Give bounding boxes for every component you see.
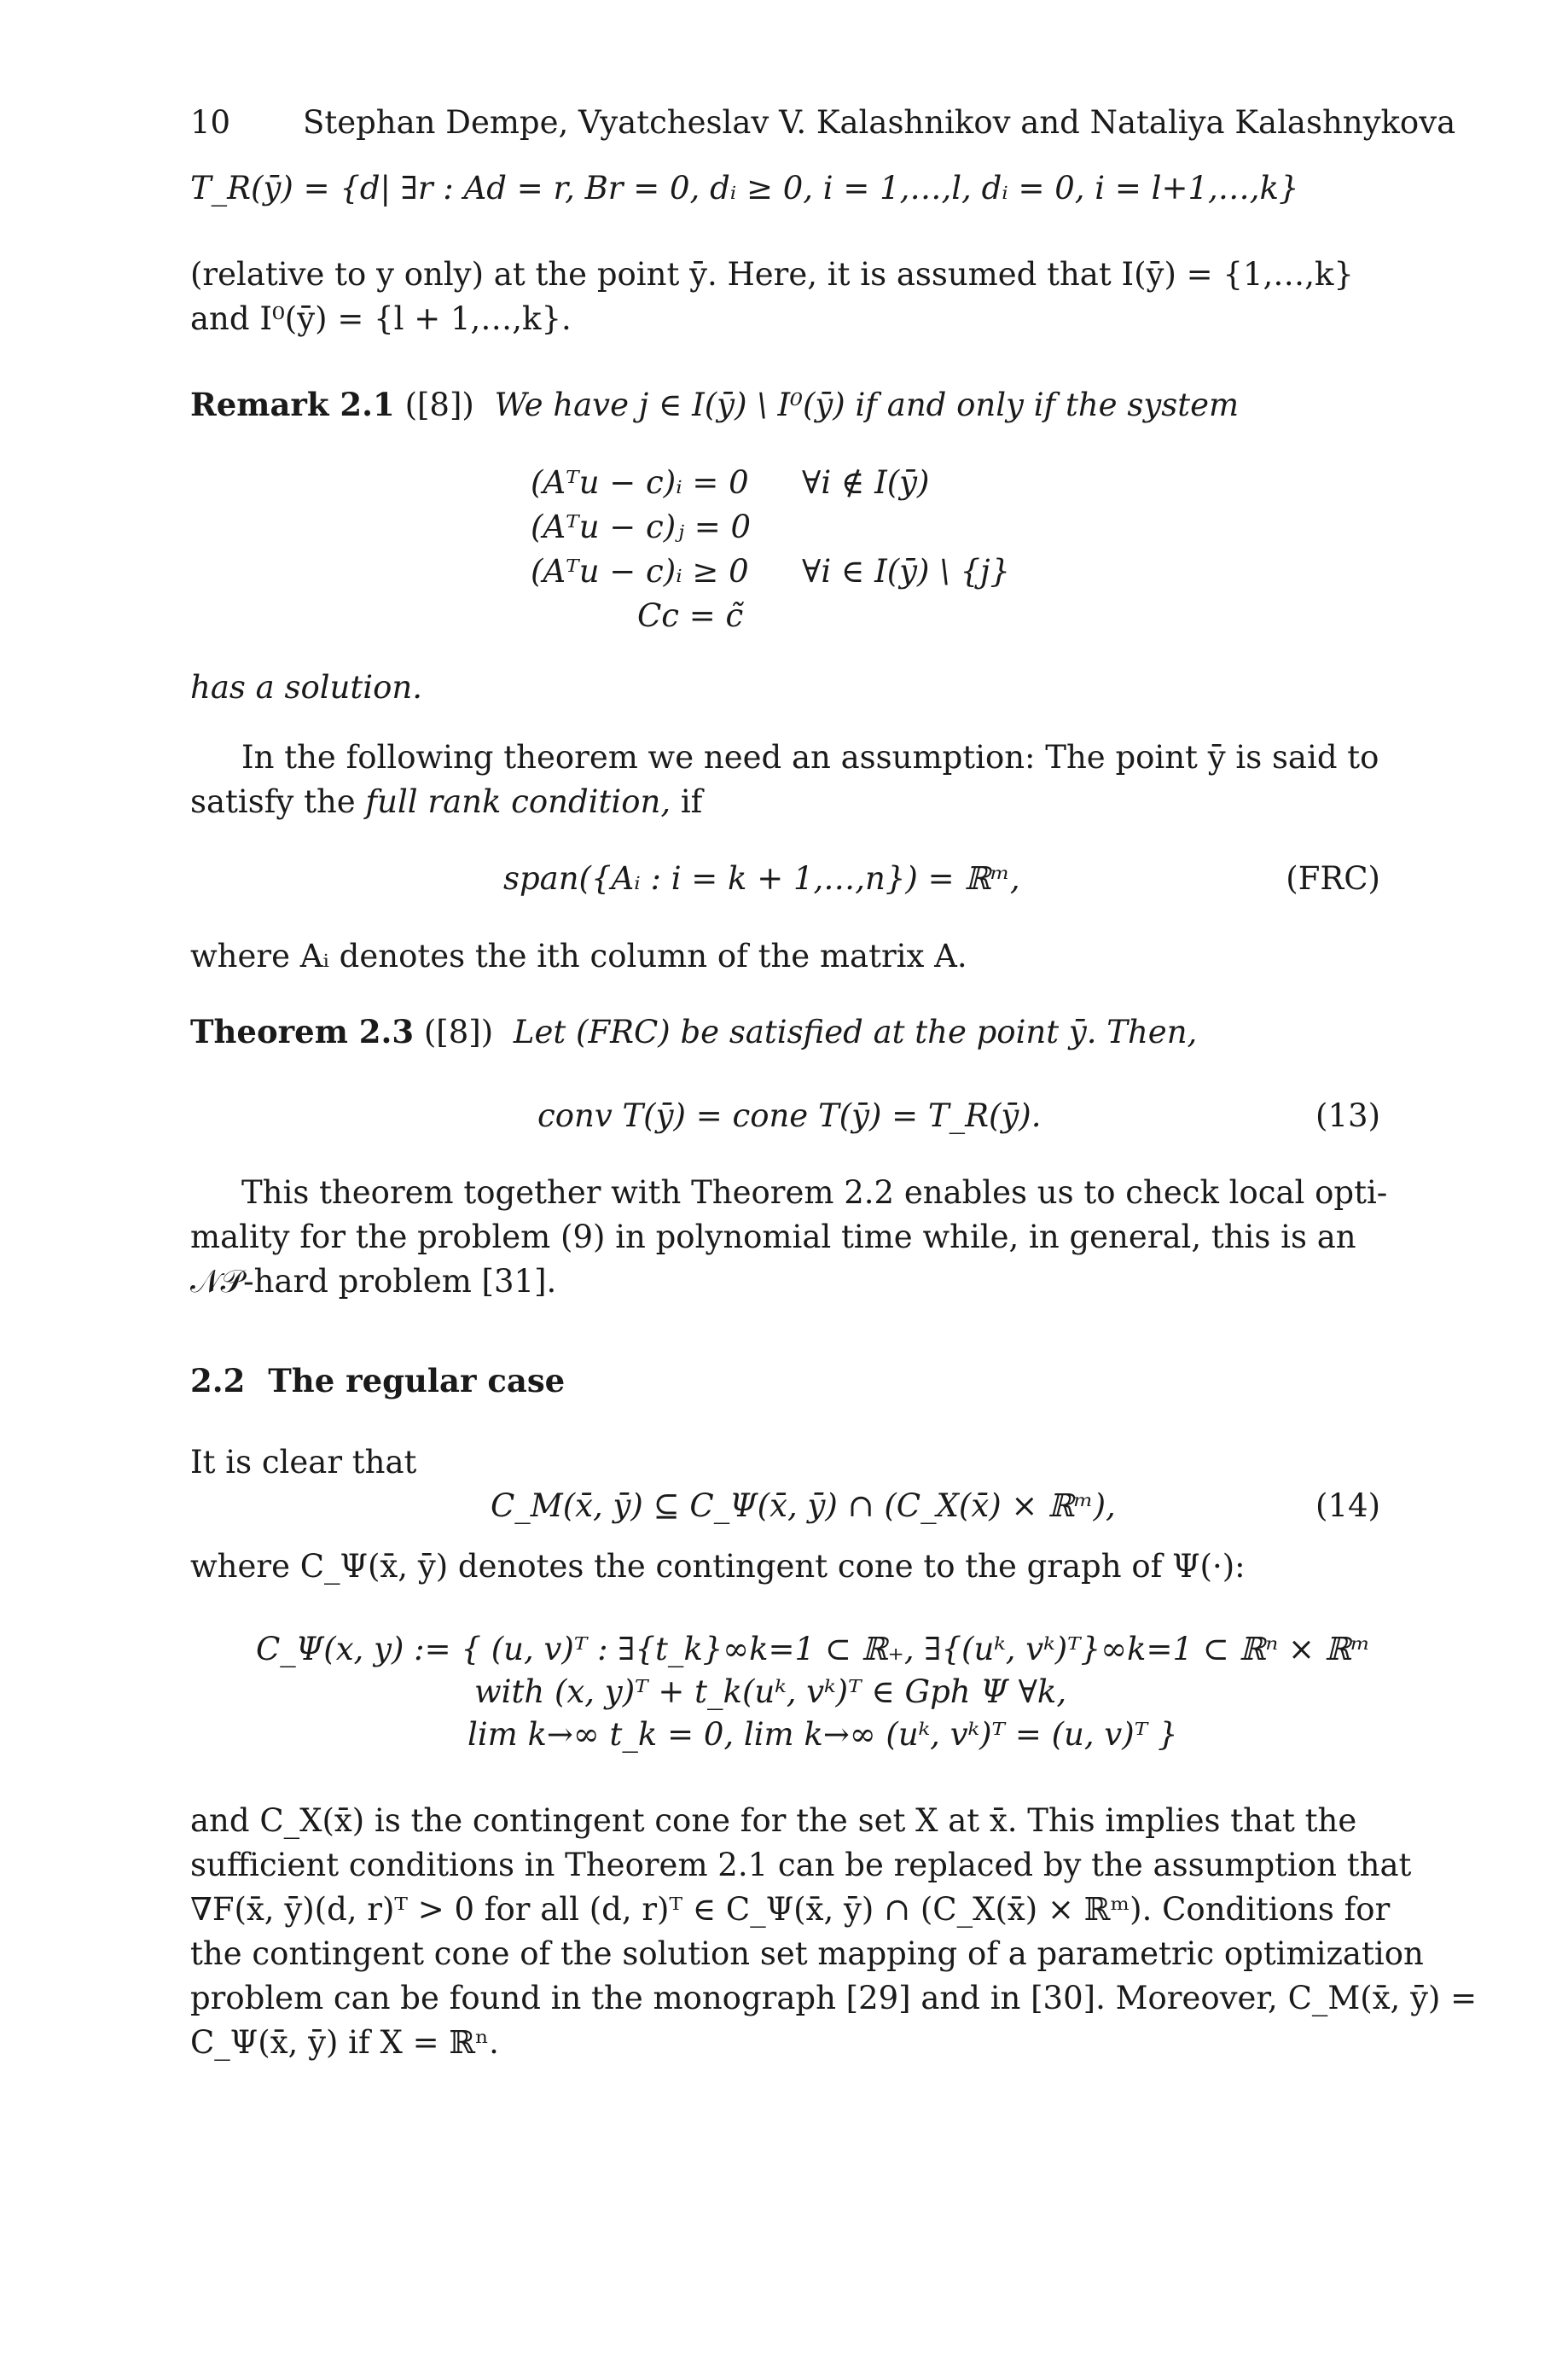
theorem-ref: ([8]) (423, 1014, 494, 1050)
remark-ref: ([8]) (404, 387, 474, 423)
cpsi-line: with (x, y)ᵀ + t_k(uᵏ, vᵏ)ᵀ ∈ Gph Ψ ∀k, (474, 1673, 1067, 1710)
system-lhs: (Aᵀu − c)ᵢ ≥ 0 (531, 553, 749, 590)
system-lhs: Cc = c̃ (637, 597, 744, 634)
theorem-label: Theorem 2.3 (190, 1013, 415, 1050)
system-lhs: (Aᵀu − c)ⱼ = 0 (531, 509, 752, 545)
theorem-2-3 (190, 1009, 1380, 1055)
cpsi-line: lim k→∞ t_k = 0, lim k→∞ (uᵏ, vᵏ)ᵀ = (u, v)ᵀ } (467, 1716, 1178, 1753)
paragraph-conclusion (190, 1799, 1478, 2065)
remark-2-1 (190, 382, 1380, 428)
section-number: 2.2 (190, 1362, 246, 1399)
section-title: The regular case (268, 1362, 566, 1399)
paragraph-line (190, 780, 1380, 824)
equation-13-tag: (13) (1315, 1097, 1380, 1134)
paragraph-line: ∇F(x̄, ȳ)(d, r)ᵀ > 0 for all (d, r)ᵀ ∈ C_Ψ(x̄, ȳ) ∩ (C_X(x̄) × ℝᵐ). Conditions for (190, 1891, 1391, 1928)
paragraph-line: In the following theorem we need an assumption: The point ȳ is said to (241, 739, 1379, 776)
paragraph-line: problem can be found in the monograph [29] and in [30]. Moreover, C_M(x̄, ȳ) = (190, 1980, 1478, 2016)
cpsi-definition (256, 1628, 1370, 1756)
paragraph-line: sufficient conditions in Theorem 2.1 can be replaced by the assumption that (190, 1847, 1412, 1883)
paragraph-relative (190, 253, 1380, 341)
paragraph-theorem-remark (190, 1171, 1388, 1304)
equation-13: conv T(ȳ) = cone T(ȳ) = T_R(ȳ). (537, 1097, 1042, 1134)
paragraph-line: (relative to y only) at the point ȳ. Here, it is assumed that I(ȳ) = {1,…,k} (190, 256, 1354, 293)
paragraph-full-rank (190, 736, 1380, 824)
remark-closing: has a solution. (190, 669, 422, 706)
frc-tag: (FRC) (1286, 860, 1380, 897)
system-lhs: (Aᵀu − c)ᵢ = 0 (531, 464, 749, 501)
section-heading (190, 1362, 565, 1399)
remark-statement: We have j ∈ I(ȳ) \ I⁰(ȳ) if and only if the system (494, 387, 1240, 423)
paragraph-line: and I⁰(ȳ) = {l + 1,…,k}. (190, 300, 572, 337)
running-header (190, 101, 1456, 145)
text-run: if (671, 783, 703, 820)
paragraph-line: C_Ψ(x̄, ȳ) if X = ℝⁿ. (190, 2024, 499, 2061)
paragraph-line: and C_X(x̄) is the contingent cone for the set X at x̄. This implies that the (190, 1802, 1357, 1839)
theorem-statement: Let (FRC) be satisfied at the point ȳ. Then, (513, 1014, 1198, 1050)
tr-formula: T_R(ȳ) = {d| ∃r : Ad = r, Br = 0, dᵢ ≥ 0, i = 1,…,l, dᵢ = 0, i = l+1,…,k} (190, 170, 1299, 207)
equation-14-tag: (14) (1315, 1487, 1380, 1524)
paragraph-line: This theorem together with Theorem 2.2 enables us to check local opti- (241, 1174, 1388, 1211)
emphasis: full rank condition, (365, 783, 671, 820)
running-header-authors: Stephan Dempe, Vyatcheslav V. Kalashnikov and Nataliya Kalashnykova (303, 104, 1456, 141)
paragraph-column: where Aᵢ denotes the ith column of the matrix A. (190, 938, 967, 975)
paragraph-line: the contingent cone of the solution set mapping of a parametric optimization (190, 1935, 1424, 1972)
remark-label: Remark 2.1 (190, 386, 395, 423)
system-cond: ∀i ∉ I(ȳ) (802, 464, 930, 501)
cpsi-line: C_Ψ(x, y) := { (u, v)ᵀ : ∃{t_k}∞k=1 ⊂ ℝ₊, ∃{(uᵏ, vᵏ)ᵀ}∞k=1 ⊂ ℝⁿ × ℝᵐ (256, 1631, 1371, 1667)
equation-14: C_M(x̄, ȳ) ⊆ C_Ψ(x̄, ȳ) ∩ (C_X(x̄) × ℝᵐ), (491, 1487, 1116, 1524)
paragraph-clear: It is clear that (190, 1444, 417, 1481)
system-cond: ∀i ∈ I(ȳ) \ {j} (802, 553, 1011, 590)
page-number: 10 (190, 104, 231, 141)
paragraph-line: 𝒩𝒫-hard problem [31]. (190, 1263, 557, 1300)
text-run: satisfy the (190, 783, 366, 820)
paragraph-contingent: where C_Ψ(x̄, ȳ) denotes the contingent cone to the graph of Ψ(·): (190, 1548, 1246, 1585)
frc-equation: span({Aᵢ : i = k + 1,…,n}) = ℝᵐ, (503, 860, 1020, 897)
paragraph-line: mality for the problem (9) in polynomial time while, in general, this is an (190, 1219, 1356, 1255)
